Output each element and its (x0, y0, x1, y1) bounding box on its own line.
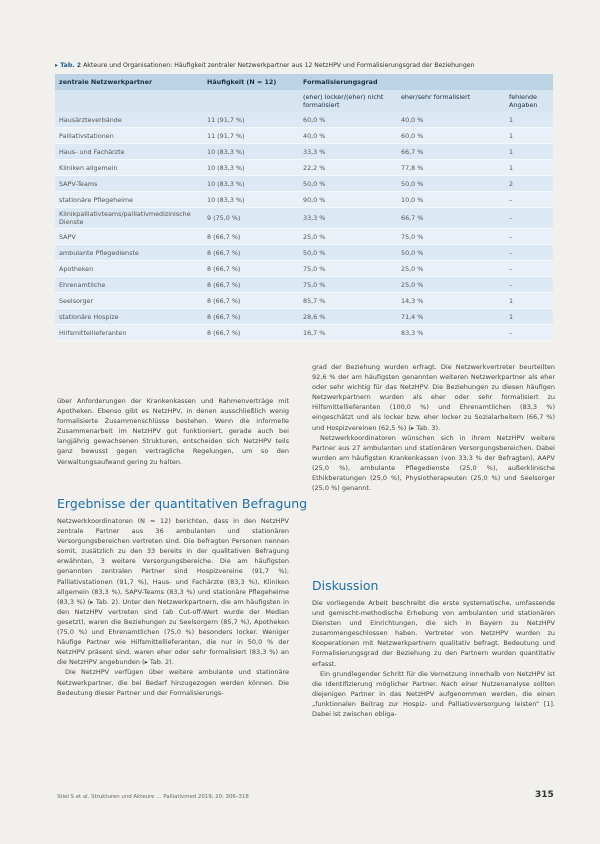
cell-frequency: 10 (83,3 %) (203, 160, 299, 176)
cell-frequency: 11 (91,7 %) (203, 112, 299, 128)
header-frequency: Häufigkeit (N = 12) (203, 74, 299, 90)
cell-partner: Hilfsmittellieferanten (55, 325, 203, 341)
paragraph: Netzwerkkoordinatoren wünschen sich in ihrem NetzHPV weitere Partner aus 27 ambulanten und stationären Versorgungsbereichen. Dabei wurden am häufigsten Krankenkassen (von 33,3 % der Befragten), AAPV (25,0 %), ambulante Pflegedienste (25,0 %), außerklinische Ethikberatungen (25,0 %), Physiotherapeuten (25,0 %) und Seelsorger (25,0 %) genannt. (312, 433, 555, 493)
paragraph: über Anforderungen der Krankenkassen und Rahmenverträge mit Apotheken. Ebenso gibt es NetzHPV, in denen ausschließlich wenig formalisierte Zusammenschlüsse bestehen. Wenn die informelle Zusammenarbeit im NetzHPV gut funktioniert, gerade auch bei langjährig gewachsenen Strukturen, entscheiden sich NetzHPV teils ganz bewusst gegen vertragliche Regelungen, um so den Verwaltungsaufwand gering zu halten. (57, 397, 289, 466)
cell-missing: – (505, 325, 553, 341)
footer-citation: Stiel S et al. Strukturen und Akteure … Palliativmed 2019; 20: 306–318 (57, 794, 249, 800)
cell-frequency: 8 (66,7 %) (203, 277, 299, 293)
cell-formal: 75,0 % (397, 229, 505, 245)
table-row (55, 192, 553, 208)
cell-partner: Seelsorger (55, 293, 203, 309)
section-heading-results: Ergebnisse der quantitativen Befragung (57, 496, 308, 511)
cell-loose: 33,3 % (299, 208, 397, 229)
cell-partner: Apotheken (55, 261, 203, 277)
cell-formal: 40,0 % (397, 112, 505, 128)
cell-missing: 1 (505, 309, 553, 325)
cell-frequency: 9 (75,0 %) (203, 208, 299, 229)
paragraph: Die vorliegende Arbeit beschreibt die erste systematische, umfassende und gemischt-methodische Erhebung von ambulanten und stationären Diensten und Einrichtungen, die sich in Bayern zu NetzHPV zusammengeschlossen haben. Vertreter von NetzHPV wurden zu Kooperationen mit Netzwerkpartnern qualitativ befragt. Bedeutung und Formalisierungsgrad der Beziehung zu den Partnern wurden quantitativ erfasst. (312, 599, 555, 668)
cell-missing: – (505, 208, 553, 229)
cell-formal: 10,0 % (397, 192, 505, 208)
cell-frequency: 10 (83,3 %) (203, 192, 299, 208)
cell-formal: 83,3 % (397, 325, 505, 341)
header-loose: (eher) locker/(eher) nicht formalisiert (299, 90, 397, 112)
cell-missing: 1 (505, 160, 553, 176)
cell-frequency: 8 (66,7 %) (203, 261, 299, 277)
cell-loose: 60,0 % (299, 112, 397, 128)
cell-formal: 25,0 % (397, 261, 505, 277)
cell-partner: Hausärzteverbände (55, 112, 203, 128)
cell-partner: ambulante Pflegedienste (55, 245, 203, 261)
cell-formal: 25,0 % (397, 277, 505, 293)
right-column-discussion (312, 598, 555, 719)
table-row (55, 277, 553, 293)
cell-loose: 50,0 % (299, 245, 397, 261)
cell-loose: 28,6 % (299, 309, 397, 325)
left-column-intro (57, 396, 289, 467)
cell-loose: 90,0 % (299, 192, 397, 208)
table-header-row (55, 74, 553, 90)
table-row (55, 245, 553, 261)
table-caption (55, 62, 550, 69)
cell-frequency: 8 (66,7 %) (203, 293, 299, 309)
cell-formal: 77,8 % (397, 160, 505, 176)
cell-partner: SAPV-Teams (55, 176, 203, 192)
cell-formal: 14,3 % (397, 293, 505, 309)
cell-missing: 1 (505, 293, 553, 309)
cell-loose: 40,0 % (299, 128, 397, 144)
cell-frequency: 10 (83,3 %) (203, 144, 299, 160)
paragraph: Die NetzHPV verfügen über weitere ambulante und stationäre Netzwerkpartner, die bei Bedarf hinzugezogen werden können. Die Bedeutung dieser Partner und der Formalisierungs- (57, 668, 289, 697)
header-missing: fehlende Angaben (505, 90, 553, 112)
cell-partner: Ehrenamtliche (55, 277, 203, 293)
cell-missing: 1 (505, 112, 553, 128)
paragraph: Ein grundlegender Schritt für die Vernetzung innerhalb von NetzHPV ist die Identifizierung möglicher Partner. Nach einer Nutzenanalyse sollten diejenigen Partner in das NetzHPV aufgenommen werden, die einen „funktionalen Beitrag zur Hospiz- und Palliativversorgung leisten“ [1]. Dabei ist zwischen obliga- (312, 669, 555, 719)
table-row (55, 261, 553, 277)
cell-frequency: 8 (66,7 %) (203, 245, 299, 261)
cell-partner: stationäre Hospize (55, 309, 203, 325)
cell-missing: 1 (505, 128, 553, 144)
cell-frequency: 8 (66,7 %) (203, 325, 299, 341)
table-row (55, 293, 553, 309)
cell-formal: 71,4 % (397, 309, 505, 325)
cell-missing: – (505, 192, 553, 208)
paragraph: grad der Beziehung wurden erfragt. Die Netzwerkvertreter beurteilten 92,6 % der am häufigsten genannten weiteren Netzwerkpartner als eher oder sehr wichtig für das NetzHPV. Die Beziehungen zu diesen häufigen Netzwerkpartnern wurden als eher oder sehr formalisiert zu Hilfsmittellieferanten (100,0 %) und Ehrenamtlichen (83,3 %) eingeschätzt und als locker bzw. eher locker zu Sozialarbeitern (66,7 %) und Hospizvereinen (62,5 %) (▸ Tab. 3). (312, 363, 555, 432)
right-column-top (312, 362, 555, 493)
cell-loose: 25,0 % (299, 229, 397, 245)
section-heading-discussion: Diskussion (312, 578, 379, 593)
cell-loose: 50,0 % (299, 176, 397, 192)
cell-missing: 1 (505, 144, 553, 160)
partners-table (55, 74, 553, 341)
cell-missing: – (505, 245, 553, 261)
page-number: 315 (535, 790, 554, 800)
cell-formal: 66,7 % (397, 208, 505, 229)
cell-loose: 85,7 % (299, 293, 397, 309)
cell-missing: – (505, 261, 553, 277)
table-subheader-row (55, 90, 553, 112)
cell-formal: 50,0 % (397, 245, 505, 261)
table-row (55, 229, 553, 245)
left-column-results (57, 516, 289, 698)
table-row (55, 309, 553, 325)
header-formalization: Formalisierungsgrad (299, 74, 553, 90)
cell-missing: 2 (505, 176, 553, 192)
cell-loose: 75,0 % (299, 277, 397, 293)
table-row (55, 176, 553, 192)
cell-loose: 16,7 % (299, 325, 397, 341)
cell-formal: 66,7 % (397, 144, 505, 160)
cell-frequency: 10 (83,3 %) (203, 176, 299, 192)
cell-partner: Kliniken allgemein (55, 160, 203, 176)
cell-loose: 33,3 % (299, 144, 397, 160)
cell-frequency: 11 (91,7 %) (203, 128, 299, 144)
cell-partner: Palliativstationen (55, 128, 203, 144)
cell-partner: Klinikpalliativteams/palliativmedizinische Dienste (55, 208, 203, 229)
cell-loose: 22,2 % (299, 160, 397, 176)
paragraph: Netzwerkkoordinatoren (N = 12) berichten, dass in den NetzHPV zentrale Partner aus 36 ambulanten und stationären Versorgungsbereichen vertreten sind. Die befragten Personen nennen somit, zusätzlich zu den 33 bereits in der qualitativen Befragung erwähnten, 3 weitere Versorgungsbereiche. Die am häufigsten genannten zentralen Partner sind Hospizvereine (91,7 %), Palliativstationen (91,7 %), Haus- und Fachärzte (83,3 %), Kliniken allgemein (83,3 %), SAPV-Teams (83,3 %) und stationäre Pflegeheime (83,3 %) (▸ Tab. 2). Unter den Netzwerkpartnern, die am häufigsten in den NetzHPV vertreten sind (ab Cut-off-Wert wurde der Median gesetzt), waren die Beziehungen zu Seelsorgern (85,7 %), Apotheken (75,0 %) und Ehrenamtlichen (75,0 %) besonders locker. Weniger häufige Partner wie Hilfsmittellieferanten, die nur in 50,0 % der NetzHPV präsent sind, waren eher oder sehr formalisiert (83,3 %) an die NetzHPV angebunden (▸ Tab. 2). (57, 517, 289, 667)
cell-missing: – (505, 277, 553, 293)
cell-frequency: 8 (66,7 %) (203, 309, 299, 325)
header-formal: eher/sehr formalisiert (397, 90, 505, 112)
cell-partner: Haus- und Fachärzte (55, 144, 203, 160)
cell-formal: 50,0 % (397, 176, 505, 192)
table-row (55, 325, 553, 341)
table-row (55, 208, 553, 229)
cell-missing: – (505, 229, 553, 245)
cell-partner: stationäre Pflegeheime (55, 192, 203, 208)
cell-frequency: 8 (66,7 %) (203, 229, 299, 245)
table-caption-text: Akteure und Organisationen: Häufigkeit zentraler Netzwerkpartner aus 12 NetzHPV und Formalisierungsgrad der Beziehungen (83, 62, 475, 69)
table-row (55, 144, 553, 160)
table-row (55, 128, 553, 144)
cell-partner: SAPV (55, 229, 203, 245)
table-row (55, 112, 553, 128)
table-caption-label: ▸ Tab. 2 (55, 62, 82, 69)
cell-formal: 60,0 % (397, 128, 505, 144)
header-partner: zentrale Netzwerkpartner (55, 74, 203, 90)
cell-loose: 75,0 % (299, 261, 397, 277)
table-row (55, 160, 553, 176)
